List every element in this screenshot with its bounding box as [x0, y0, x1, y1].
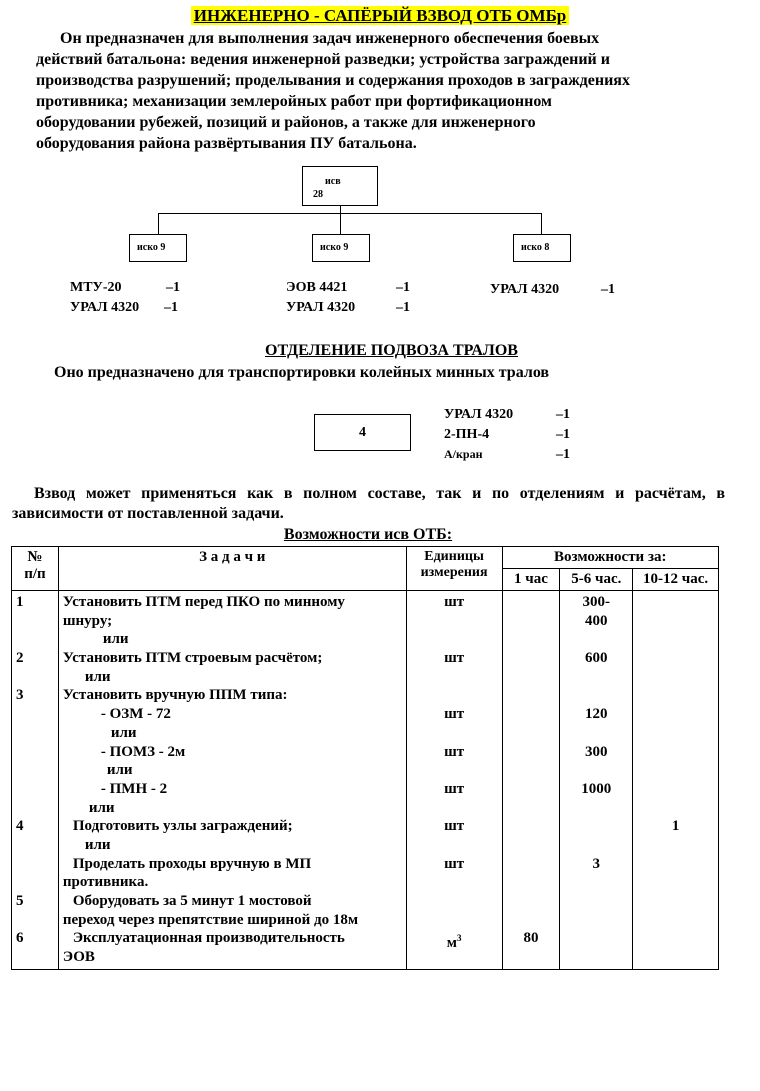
capability-value — [507, 705, 556, 724]
table-caption: Возможности исв ОТБ: — [283, 526, 453, 543]
unit-value — [411, 686, 498, 705]
unit-value: шт — [444, 743, 465, 760]
org-unit-box — [513, 234, 571, 262]
equipment-qty: –1 — [166, 280, 180, 295]
intro-line: действий батальона: ведения инженерной разведки; устройства заграждений и — [36, 51, 610, 68]
unit-value — [411, 873, 498, 892]
capability-value — [564, 892, 628, 911]
capability-value — [637, 686, 714, 705]
capability-value — [637, 668, 714, 687]
equipment-name: УРАЛ 4320 — [286, 300, 356, 315]
header-num: № п/п — [12, 547, 59, 591]
capability-value — [564, 873, 628, 892]
task-text: или — [88, 799, 115, 816]
header-period: 1 час — [502, 569, 560, 591]
capability-value — [637, 873, 714, 892]
capability-value — [507, 780, 556, 799]
intro-line: производства разрушений; проделывания и содержания проходов в заграждениях — [36, 72, 630, 89]
header-period: 5-6 час. — [560, 569, 633, 591]
equipment-name: МТУ-20 — [70, 280, 122, 295]
row-number — [16, 668, 54, 687]
equipment-name: УРАЛ 4320 — [444, 407, 514, 422]
header-tasks: З а д а ч и — [58, 547, 406, 591]
intro-line: противника; механизации землеройных работ при фортификационном — [36, 93, 552, 110]
capability-value — [507, 743, 556, 762]
unit-value — [411, 724, 498, 743]
task-text: Установить вручную ППМ типа: — [62, 687, 288, 704]
org-unit-count: 9 — [160, 242, 166, 253]
row-h1-cell — [502, 591, 560, 970]
capability-value — [637, 593, 714, 612]
task-text: Оборудовать за 5 минут 1 мостовой — [72, 893, 312, 909]
task-text: - ОЗМ - 72 — [100, 706, 171, 723]
capability-value — [564, 836, 628, 855]
connector-line — [340, 205, 341, 234]
unit-value — [411, 799, 498, 818]
intro-line: оборудовании рубежей, позиций и районов, а также для инженерного — [36, 114, 536, 131]
capability-value — [507, 649, 556, 668]
unit-value — [411, 612, 498, 631]
task-text: или — [106, 762, 133, 779]
capability-value — [507, 817, 556, 836]
row-number — [16, 836, 54, 855]
capability-value — [637, 705, 714, 724]
section-text: Оно предназначено для транспортировки колейных минных тралов — [54, 364, 550, 381]
task-text: Эксплуатационная производительность — [72, 930, 345, 947]
row-number: 5 — [16, 893, 24, 909]
row-number — [16, 799, 54, 818]
capability-value — [507, 761, 556, 780]
equipment-qty: –1 — [556, 447, 570, 462]
capability-value — [637, 855, 714, 874]
row-h56-cell — [560, 591, 633, 970]
intro-text — [36, 28, 716, 154]
unit-value: шт — [444, 706, 465, 723]
capability-value — [637, 836, 714, 855]
capability-value: 1 — [671, 818, 680, 835]
task-text: Проделать проходы вручную в МП — [72, 855, 312, 872]
row-number: 3 — [16, 687, 24, 704]
capability-value: 3 — [592, 855, 601, 872]
row-task-cell — [58, 591, 406, 970]
capability-value — [564, 799, 628, 818]
unit-value: шт — [444, 780, 465, 797]
task-text: - ПМН - 2 — [100, 780, 168, 797]
row-number — [16, 911, 54, 930]
row-num-cell — [12, 591, 59, 970]
equipment-qty: –1 — [396, 280, 410, 295]
capability-value — [637, 948, 714, 967]
capability-value — [507, 873, 556, 892]
row-number: 4 — [16, 818, 24, 835]
table-header-row — [12, 547, 719, 569]
capability-value: 300- 400 — [582, 594, 611, 629]
capability-value: 300 — [585, 743, 608, 760]
equipment-qty: –1 — [164, 300, 178, 315]
header-capabilities: Возможности за: — [502, 547, 718, 569]
row-number: 2 — [16, 650, 24, 667]
equipment-name: УРАЛ 4320 — [490, 282, 560, 297]
row-number — [16, 761, 54, 780]
row-number — [16, 948, 54, 967]
capability-value — [507, 612, 556, 631]
unit-value — [411, 668, 498, 687]
row-unit-cell — [406, 591, 502, 970]
org-top-label: исв — [325, 176, 341, 187]
row-number — [16, 873, 54, 892]
capability-value — [507, 668, 556, 687]
task-text: Подготовить узлы заграждений; — [72, 818, 293, 835]
task-text: или — [84, 836, 111, 853]
capability-value — [637, 929, 714, 948]
connector-line — [541, 213, 542, 234]
unit-value — [411, 911, 498, 930]
capability-value — [507, 855, 556, 874]
row-number — [16, 612, 54, 631]
capability-value — [507, 799, 556, 818]
capability-value — [507, 630, 556, 649]
capability-value: 1000 — [581, 780, 612, 797]
capability-value — [507, 593, 556, 612]
equipment-name: 2-ПН-4 — [444, 427, 490, 442]
row-number — [16, 724, 54, 743]
connector-line — [158, 213, 542, 214]
task-text: шнуру; — [62, 612, 113, 629]
table-row — [12, 591, 719, 970]
capability-value — [637, 761, 714, 780]
capability-value — [564, 817, 628, 836]
capability-value — [507, 686, 556, 705]
capability-value — [637, 612, 714, 631]
header-units: Единицы измерения — [406, 547, 502, 591]
equipment-name: УРАЛ 4320 — [70, 300, 140, 315]
org-unit-box — [129, 234, 187, 262]
task-text: или — [110, 724, 137, 741]
capability-value — [564, 724, 628, 743]
org-unit-count: 8 — [544, 242, 550, 253]
equipment-qty: –1 — [556, 427, 570, 442]
org-unit-label: иско — [521, 242, 542, 253]
task-text: или — [102, 631, 129, 648]
task-text: ЭОВ — [62, 949, 95, 966]
org-top-box — [302, 166, 378, 206]
equipment-name: ЭОВ 4421 — [286, 280, 348, 295]
unit-value: $м^3$ — [446, 933, 462, 952]
capability-value — [637, 892, 714, 911]
row-number: 1 — [16, 594, 24, 610]
row-number — [16, 780, 54, 799]
capability-value — [507, 836, 556, 855]
capability-value — [507, 892, 556, 911]
task-text: или — [84, 668, 111, 685]
capability-value — [637, 799, 714, 818]
equipment-name: А/кран — [444, 447, 483, 461]
capability-value — [637, 649, 714, 668]
capability-value: 600 — [585, 650, 608, 667]
org-unit-label: иско — [320, 242, 341, 253]
capability-value — [564, 668, 628, 687]
equipment-qty: –1 — [396, 300, 410, 315]
row-number — [16, 705, 54, 724]
capability-value — [564, 686, 628, 705]
capability-value — [637, 780, 714, 799]
task-text: Установить ПТМ перед ПКО по минному — [62, 594, 345, 610]
header-period: 10-12 час. — [633, 569, 719, 591]
capability-value — [564, 948, 628, 967]
row-number: 6 — [16, 930, 24, 947]
intro-line: Он предназначен для выполнения задач инженерного обеспечения боевых — [60, 30, 600, 47]
equipment-qty: –1 — [556, 407, 570, 422]
unit-value: шт — [444, 650, 465, 667]
capability-value: 80 — [523, 930, 539, 947]
capability-value — [507, 948, 556, 967]
org-unit-count: 9 — [343, 242, 349, 253]
unit-value: шт — [444, 594, 465, 610]
capability-value — [637, 630, 714, 649]
task-text: Установить ПТМ строевым расчётом; — [62, 650, 323, 667]
capability-value — [564, 761, 628, 780]
unit-value: шт — [444, 818, 465, 835]
usage-paragraph: Взвод может применяться как в полном составе, так и по отделениям и расчётам, в зависимости от поставленной задачи. — [12, 485, 725, 522]
unit-value — [411, 836, 498, 855]
org-top-count: 28 — [313, 189, 323, 200]
intro-line: оборудования района развёртывания ПУ батальона. — [36, 135, 417, 152]
task-text: противника. — [62, 874, 149, 891]
unit-value — [411, 761, 498, 780]
task-text: - ПОМЗ - 2м — [100, 743, 186, 760]
org-unit-label: иско — [137, 242, 158, 253]
capability-value — [507, 911, 556, 930]
section-heading: ОТДЕЛЕНИЕ ПОДВОЗА ТРАЛОВ — [265, 342, 518, 359]
capability-value — [637, 724, 714, 743]
row-h1012-cell — [633, 591, 719, 970]
org-unit-box — [312, 234, 370, 262]
capability-value — [564, 911, 628, 930]
capability-value — [637, 743, 714, 762]
capability-value: 120 — [585, 706, 608, 723]
unit-value: шт — [444, 855, 465, 872]
equipment-qty: –1 — [601, 282, 615, 297]
row-number — [16, 743, 54, 762]
row-number — [16, 855, 54, 874]
capability-value — [637, 911, 714, 930]
capability-value — [564, 630, 628, 649]
unit-value — [411, 630, 498, 649]
unit-value — [411, 892, 498, 911]
capabilities-table — [11, 546, 719, 970]
page-title: ИНЖЕНЕРНО - САПЁРЫЙ ВЗВОД ОТБ ОМБр — [0, 6, 760, 26]
capability-value — [507, 724, 556, 743]
task-text: переход через препятствие шириной до 18м — [62, 911, 359, 928]
capability-value — [564, 929, 628, 948]
row-number — [16, 630, 54, 649]
squad-box: 4 — [314, 414, 411, 451]
connector-line — [158, 213, 159, 234]
